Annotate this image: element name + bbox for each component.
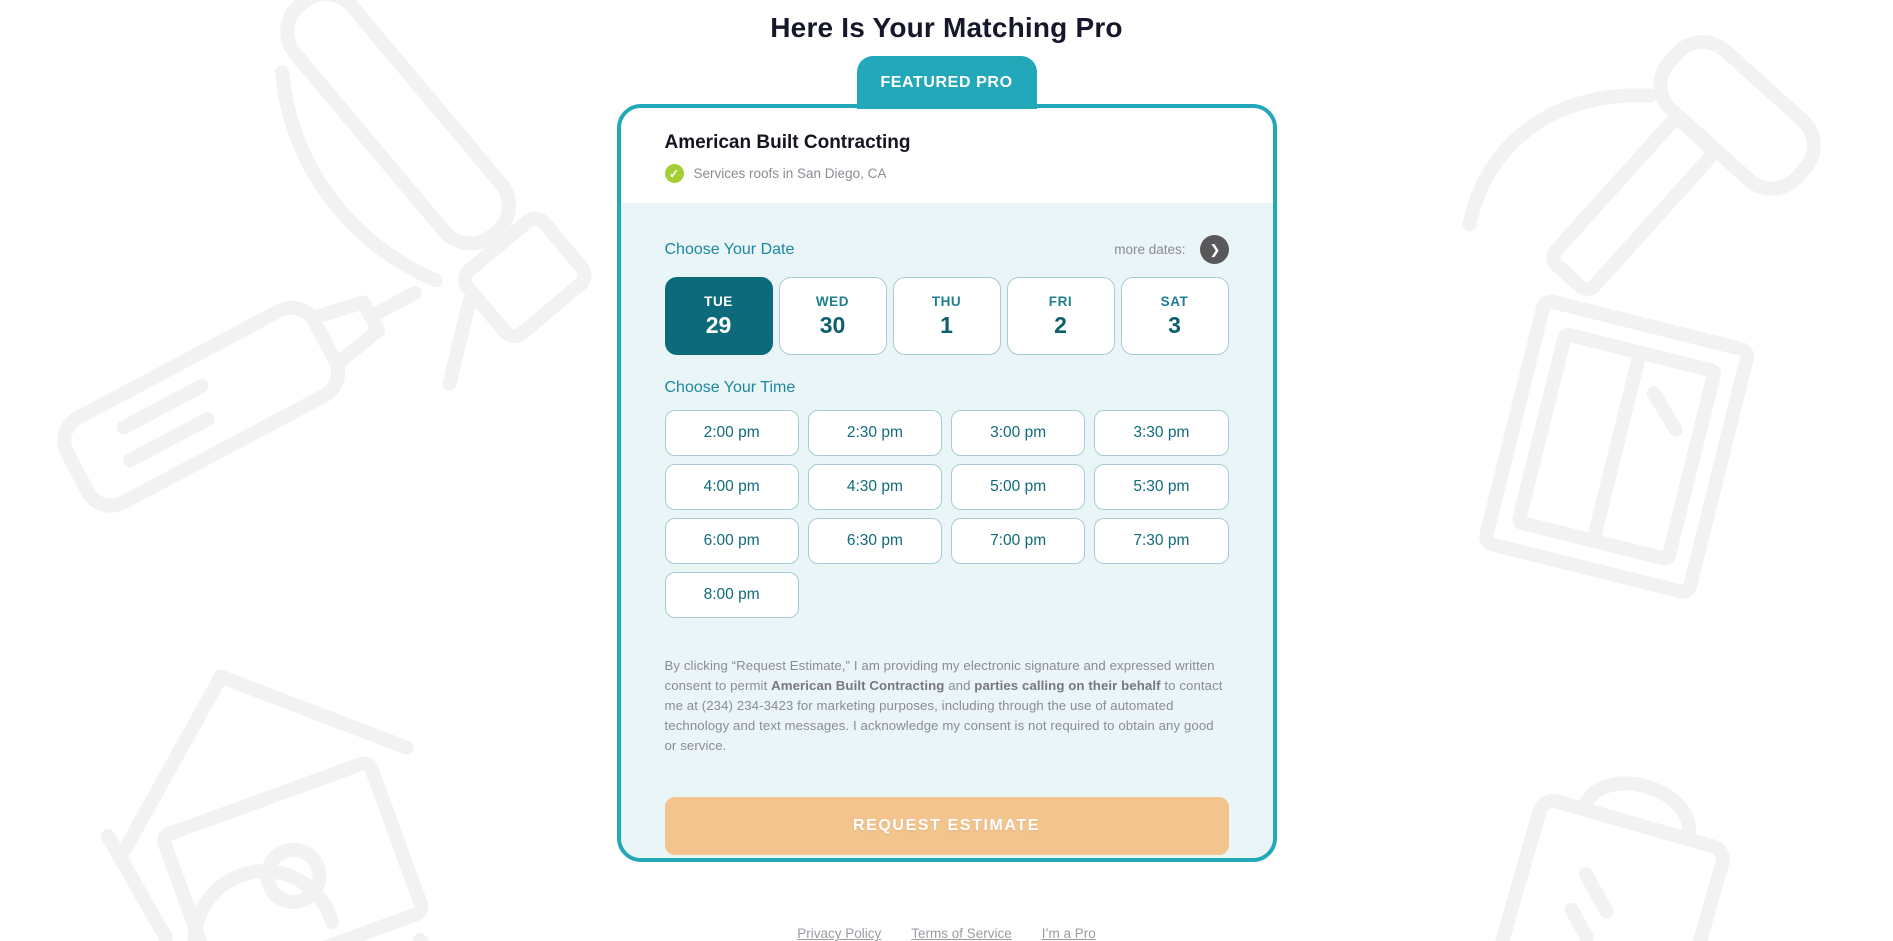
date-button-sat-3[interactable] [1121,277,1229,355]
disclaimer-text: to contact me at (234) 234-3423 for marketing purposes, including through the use of automated technology and text messages. I acknowledge my consent is not required to obtain any good or service. [664,678,1223,753]
privacy-policy-link[interactable]: Privacy Policy [797,926,882,941]
pro-card-body [621,203,1273,862]
pro-service-line: Services roofs in San Diego, CA [693,166,887,182]
choose-time-label: Choose Your Time [664,379,796,397]
more-dates-label: more dates: [1114,242,1186,258]
date-button-fri-2[interactable] [1007,277,1115,355]
time-button-3-00-pm[interactable]: 3:00 pm [951,410,1085,456]
date-header-row [665,235,1229,264]
day-of-week-label: THU [931,293,962,309]
day-of-week-label: SAT [1160,293,1189,309]
day-of-month-label: 1 [940,311,953,338]
time-button-4-30-pm[interactable]: 4:30 pm [808,464,942,510]
pro-card [617,104,1277,862]
footer-links [797,926,1096,941]
more-dates-button[interactable] [1200,235,1229,264]
chevron-right-icon: ❯ [1209,241,1221,257]
featured-pro-badge [857,56,1037,109]
time-button-4-00-pm[interactable]: 4:00 pm [665,464,799,510]
date-row [665,277,1229,355]
featured-pro-badge-label: FEATURED PRO [880,73,1013,91]
disclaimer-pro-name: American Built Contracting [771,678,945,694]
day-of-month-label: 30 [819,311,846,338]
time-button-5-30-pm[interactable]: 5:30 pm [1094,464,1228,510]
choose-date-label: Choose Your Date [664,240,795,258]
time-button-5-00-pm[interactable]: 5:00 pm [951,464,1085,510]
disclaimer-parties: parties calling on their behalf [974,678,1161,694]
date-button-wed-30[interactable] [779,277,887,355]
terms-of-service-link[interactable]: Terms of Service [911,926,1012,941]
day-of-week-label: FRI [1048,293,1073,309]
time-button-6-00-pm[interactable]: 6:00 pm [665,518,799,564]
disclaimer-text: By clicking “Request Estimate,” I am providing my electronic signature and expressed written consent to permit [664,658,1215,694]
time-button-6-30-pm[interactable]: 6:30 pm [808,518,942,564]
consent-disclaimer [665,656,1229,755]
time-button-7-00-pm[interactable]: 7:00 pm [951,518,1085,564]
time-button-8-00-pm[interactable]: 8:00 pm [665,572,799,618]
request-estimate-button[interactable]: REQUEST ESTIMATE [665,797,1229,855]
time-button-2-00-pm[interactable]: 2:00 pm [665,410,799,456]
more-dates-group [1114,235,1228,264]
day-of-week-label: WED [815,293,850,309]
time-button-3-30-pm[interactable]: 3:30 pm [1094,410,1228,456]
verified-check-icon: ✓ [665,164,684,183]
date-button-thu-1[interactable] [893,277,1001,355]
pro-name: American Built Contracting [664,132,911,154]
day-of-month-label: 2 [1054,311,1067,338]
pro-card-header [621,108,1273,203]
time-button-2-30-pm[interactable]: 2:30 pm [808,410,942,456]
day-of-month-label: 29 [705,311,732,338]
time-button-7-30-pm[interactable]: 7:30 pm [1094,518,1228,564]
disclaimer-text: and [944,678,975,694]
service-row [665,164,1229,183]
page-title: Here Is Your Matching Pro [770,12,1123,43]
date-button-tue-29[interactable] [665,277,773,355]
time-grid [665,410,1229,618]
day-of-week-label: TUE [704,293,733,309]
im-a-pro-link[interactable]: I’m a Pro [1041,926,1096,941]
day-of-month-label: 3 [1168,311,1181,338]
